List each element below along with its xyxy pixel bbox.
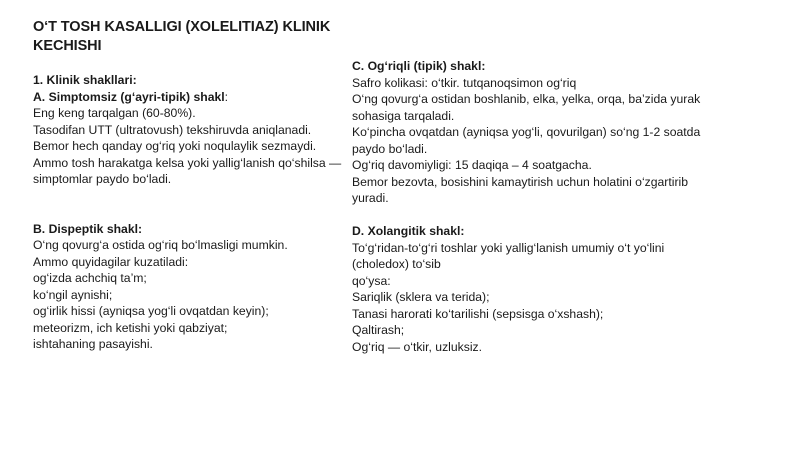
form-b-line: ko‘ngil aynishi; [33,287,113,302]
form-a-line: Bemor hech qanday og‘riq yoki noqulaylik sezmaydi. [33,139,317,153]
form-d-line: Tanasi harorati ko‘tarilishi (sepsisga o‘xshash); [352,306,604,321]
slide-title: O‘T TOSH KASALLIGI (XOLELITIAZ) KLINIK KECHISHI [33,19,331,54]
form-a-heading [33,89,363,106]
form-c-line: Safro kolikasi: o‘tkir. tutqanoqsimon og‘riq [352,75,577,90]
form-c-line: O‘ng qovurg‘a ostidan boshlanib, elka, yelka, orqa, ba’zida yurak sohasiga tarqaladi. [352,92,701,123]
section-heading: 1. Klinik shakllari: [33,73,137,87]
form-a-colon: : [224,89,229,104]
form-a-line: Eng keng tarqalgan (60-80%). [33,106,196,120]
form-a-title: A. Simptomsiz (g‘ayri-tipik) shakl [33,89,225,104]
form-b-line: meteorizm, ich ketishi yoki qabziyat; [33,320,228,335]
form-b-line: Ammo quyidagilar kuzatiladi: [33,254,189,269]
spacer [352,207,722,224]
left-column [33,72,363,353]
form-b-line: O‘ng qovurg‘a ostida og‘riq bo‘lmasligi mumkin. [33,238,288,252]
form-b-line: og‘izda achchiq ta’m; [33,271,147,285]
form-b-line: ishtahaning pasayishi. [33,337,153,351]
form-c-line: Og‘riq davomiyligi: 15 daqiqa – 4 soatgacha. [352,158,592,172]
form-d-line: Og‘riq — o‘tkir, uzluksiz. [352,339,483,354]
form-d-line: Sariqlik (sklera va terida); [352,290,490,304]
form-c-title: C. Og‘riqli (tipik) shakl: [352,59,486,73]
form-b-line: og‘irlik hissi (ayniqsa yog‘li ovqatdan keyin); [33,304,269,318]
form-d-line: qo‘ysa: [352,273,391,288]
spacer [33,188,363,221]
form-c-line: Ko‘pincha ovqatdan (ayniqsa yog‘li, qovurilgan) so‘ng 1-2 soatda paydo bo‘ladi. [352,125,701,156]
right-column [352,58,722,355]
form-b-title: B. Dispeptik shakl: [33,221,143,236]
form-a-line: Tasodifan UTT (ultratovush) tekshiruvda aniqlanadi. [33,122,312,137]
form-d-title: D. Xolangitik shakl: [352,224,465,238]
form-d-line: Qaltirash; [352,323,405,337]
form-c-line: Bemor bezovta, bosishini kamaytirish uchun holatini o‘zgartirib yuradi. [352,174,688,205]
form-d-line: To‘g‘ridan-to‘g‘ri toshlar yoki yallig‘lanish umumiy o‘t yo‘lini (choledox) to‘sib [352,240,665,271]
form-a-line: Ammo tosh harakatga kelsa yoki yallig‘lanish qo‘shilsa — simptomlar paydo bo‘ladi. [33,155,342,186]
